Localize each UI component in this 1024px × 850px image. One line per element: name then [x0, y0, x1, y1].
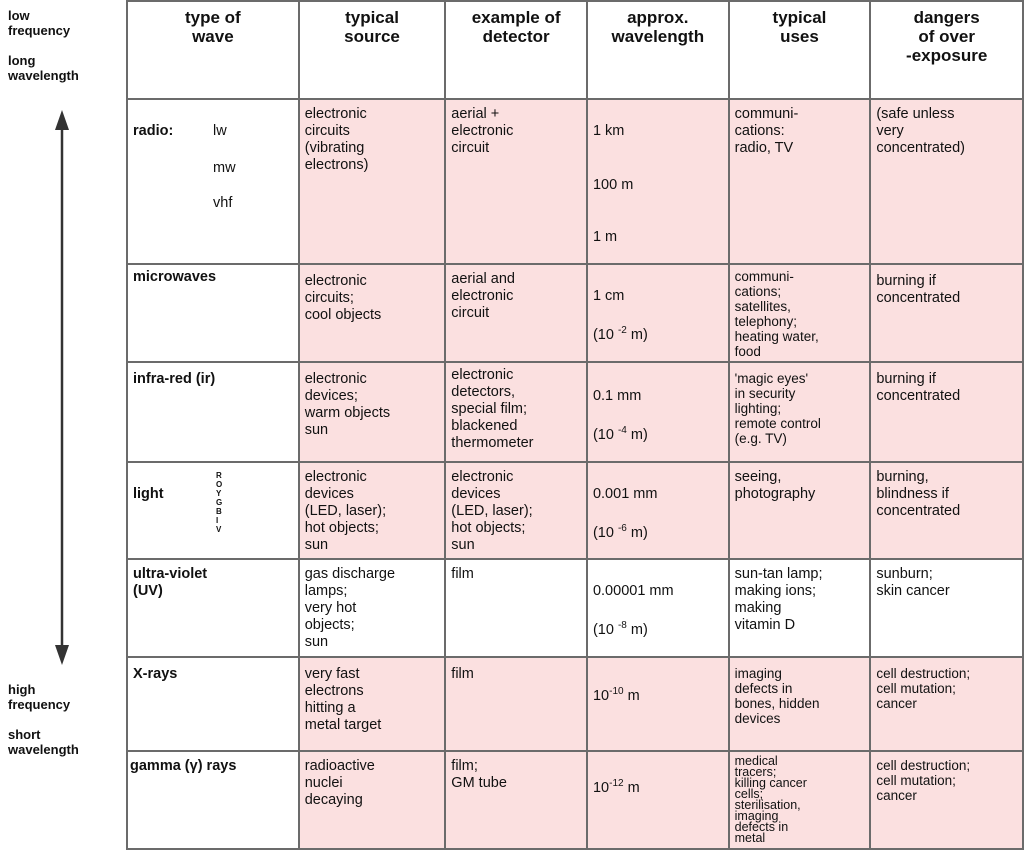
header-dangers: dangers of over -exposure — [870, 1, 1023, 99]
wavelength-cell — [587, 657, 729, 751]
type-cell — [127, 99, 299, 264]
wavelength-value: 0.001 mm — [592, 485, 658, 502]
source-cell: electronic devices (LED, laser); hot objects; sun — [299, 462, 446, 560]
type-cell: microwaves — [127, 264, 299, 362]
dangers-cell: (safe unless very concentrated) — [870, 99, 1023, 264]
high-frequency-label: high frequency short wavelength — [8, 682, 79, 757]
dangers-cell: cell destruction; cell mutation; cancer — [870, 751, 1023, 849]
header-wavelength: approx. wavelength — [587, 1, 729, 99]
type-label: radio: — [133, 123, 174, 139]
header-source: typical source — [299, 1, 446, 99]
table-row — [127, 751, 1023, 849]
uses-cell: imaging defects in bones, hidden devices — [729, 657, 871, 751]
wavelength-cell — [587, 559, 729, 657]
source-cell: electronic circuits; cool objects — [299, 264, 446, 362]
type-cell: ultra-violet (UV) — [127, 559, 299, 657]
side-panel — [0, 0, 126, 768]
wavelength-sci: $10^{-10}$ m — [592, 686, 640, 705]
dangers-cell: sunburn; skin cancer — [870, 559, 1023, 657]
detector-cell: film — [445, 559, 587, 657]
type-label: light — [133, 485, 164, 502]
header-type: type of wave — [127, 1, 299, 99]
double-arrow-icon — [52, 110, 72, 665]
wavelength-sci: $10^{-12}$ m — [592, 778, 640, 797]
type-cell: gamma (γ) rays — [127, 751, 299, 849]
low-frequency-label: low frequency long wavelength — [8, 8, 79, 83]
wavelength-cell — [587, 264, 729, 362]
source-cell: electronic devices; warm objects sun — [299, 362, 446, 462]
table-row — [127, 559, 1023, 657]
header-uses: typical uses — [729, 1, 871, 99]
type-cell — [127, 462, 299, 560]
uses-cell: 'magic eyes' in security lighting; remote control (e.g. TV) — [729, 362, 871, 462]
detector-cell: electronic detectors, special film; blackened thermometer — [445, 362, 587, 462]
table-row — [127, 99, 1023, 264]
dangers-cell: burning if concentrated — [870, 264, 1023, 362]
uses-cell: sun-tan lamp; making ions; making vitamin D — [729, 559, 871, 657]
detector-cell: film; GM tube — [445, 751, 587, 849]
detector-cell: electronic devices (LED, laser); hot objects; sun — [445, 462, 587, 560]
wavelength-value: 1 cm — [592, 288, 625, 304]
detector-cell: aerial + electronic circuit — [445, 99, 587, 264]
uses-cell: seeing, photography — [729, 462, 871, 560]
wavelength-sci: (10 $^{-2}$ m) — [592, 325, 648, 343]
source-cell: radioactive nuclei decaying — [299, 751, 446, 849]
table-row — [127, 657, 1023, 751]
band-lw: lw — [213, 123, 227, 139]
detector-cell: aerial and electronic circuit — [445, 264, 587, 362]
uses-cell: communi- cations: radio, TV — [729, 99, 871, 264]
wavelength-cell — [587, 99, 729, 264]
table-row — [127, 362, 1023, 462]
band-mw: mw — [213, 160, 236, 176]
header-detector: example of detector — [445, 1, 587, 99]
wavelength-sci: (10 $^{-8}$ m) — [592, 620, 648, 639]
type-cell: X-rays — [127, 657, 299, 751]
wavelength-cell — [587, 362, 729, 462]
uses-cell: communi- cations; satellites, telephony; heating water, food — [729, 264, 871, 362]
header-row — [127, 1, 1023, 99]
detector-cell: film — [445, 657, 587, 751]
wavelength-vhf: 1 m — [592, 229, 618, 245]
dangers-cell: burning, blindness if concentrated — [870, 462, 1023, 560]
source-cell: very fast electrons hitting a metal target — [299, 657, 446, 751]
table-row — [127, 264, 1023, 362]
wavelength-cell — [587, 751, 729, 849]
source-cell: electronic circuits (vibrating electrons) — [299, 99, 446, 264]
type-cell: infra-red (ir) — [127, 362, 299, 462]
wavelength-sci: (10 $^{-6}$ m) — [592, 522, 648, 541]
wavelength-mw: 100 m — [592, 177, 634, 193]
uses-cell: medical tracers; killing cancer cells; sterilisation, imaging defects in metal — [729, 751, 871, 849]
band-vhf: vhf — [213, 195, 233, 211]
wavelength-value: 0.1 mm — [592, 387, 642, 404]
wavelength-value: 0.00001 mm — [592, 583, 674, 600]
table-row — [127, 462, 1023, 560]
wavelength-sci: (10 $^{-4}$ m) — [592, 424, 648, 443]
wavelength-lw: 1 km — [592, 123, 625, 139]
spectrum-colours: R O Y G B I V — [216, 470, 223, 534]
wavelength-cell — [587, 462, 729, 560]
source-cell: gas discharge lamps; very hot objects; sun — [299, 559, 446, 657]
dangers-cell: burning if concentrated — [870, 362, 1023, 462]
em-spectrum-table — [126, 0, 1024, 850]
dangers-cell: cell destruction; cell mutation; cancer — [870, 657, 1023, 751]
